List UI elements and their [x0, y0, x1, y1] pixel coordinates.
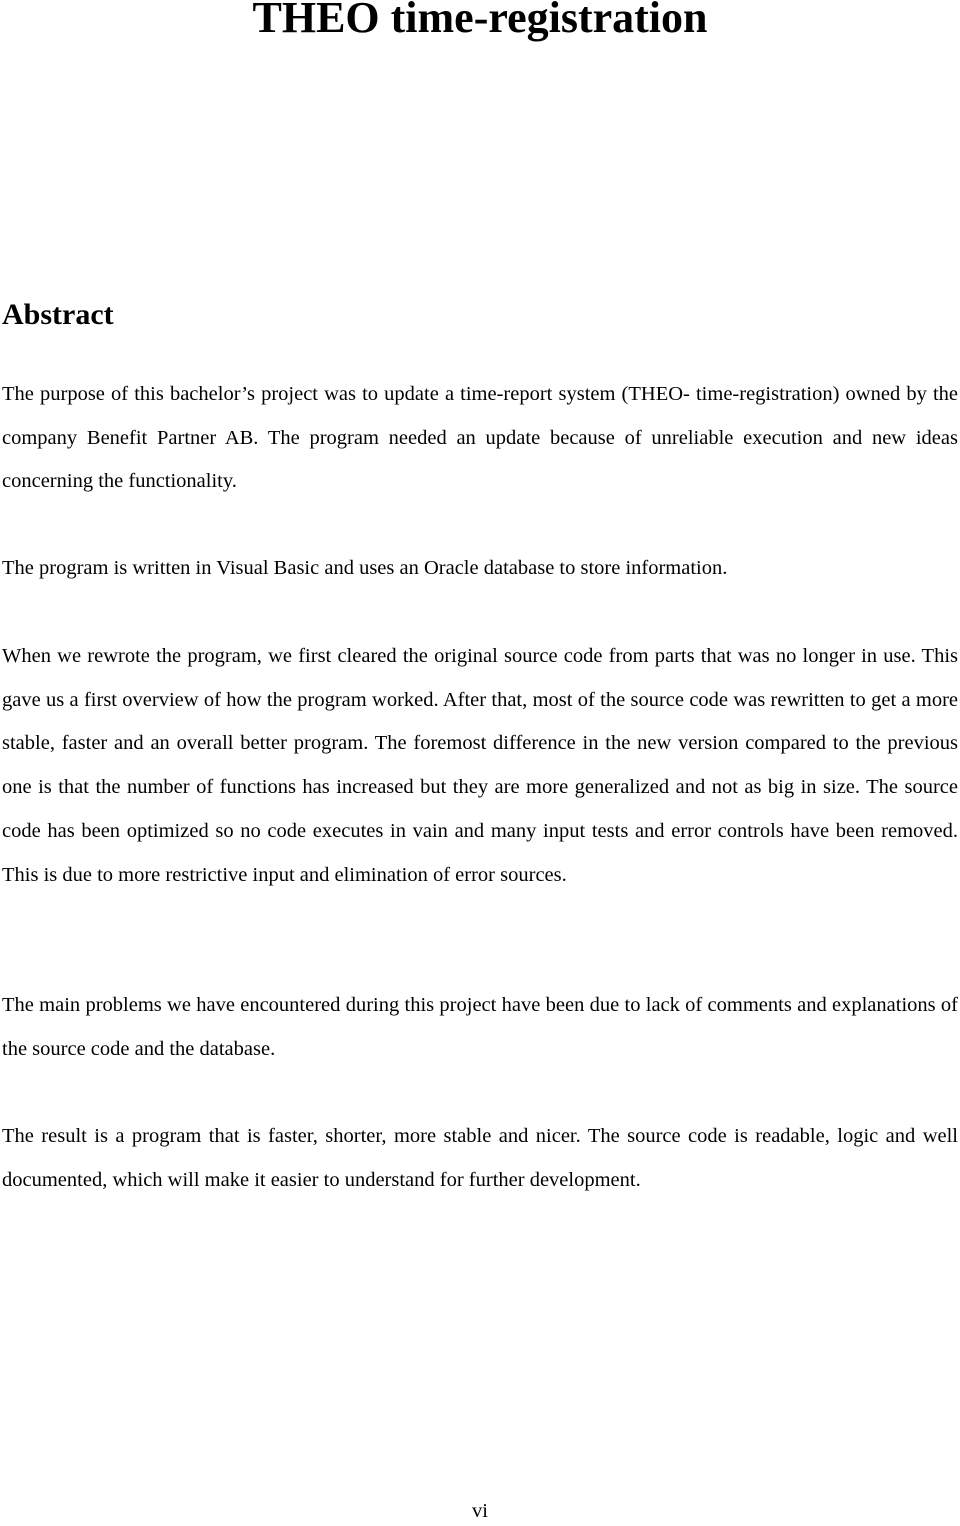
- abstract-paragraph-problems: The main problems we have encountered during this project have been due to lack of comments and explanations of the source code and the database.: [2, 994, 958, 1060]
- abstract-paragraph-rewrite: When we rewrote the program, we first cleared the original source code from parts that was no longer in use. This gave us a first overview of how the program worked. After that, most of the source code was rewritten to get a more stable, faster and an overall better program. The foremost difference in the new version compared to the previous one is that the number of functions has increased but they are more generalized and not as big in size. The source code has been optimized so no code executes in vain and many input tests and error controls have been removed. This is due to more restrictive input and elimination of error sources.: [2, 645, 958, 886]
- section-heading-abstract: Abstract: [2, 298, 114, 331]
- page-number: vi: [472, 1500, 488, 1522]
- abstract-paragraph-purpose: The purpose of this bachelor’s project was to update a time-report system (THEO- time-registration) owned by the company Benefit Partner AB. The program needed an update because of unreliable execution and new ideas concerning the functionality.: [2, 383, 958, 493]
- page-title: THEO time-registration: [252, 0, 708, 42]
- abstract-paragraph-technology: The program is written in Visual Basic and uses an Oracle database to store information.: [2, 557, 728, 579]
- abstract-paragraph-result: The result is a program that is faster, shorter, more stable and nicer. The source code is readable, logic and well documented, which will make it easier to understand for further development.: [2, 1125, 958, 1191]
